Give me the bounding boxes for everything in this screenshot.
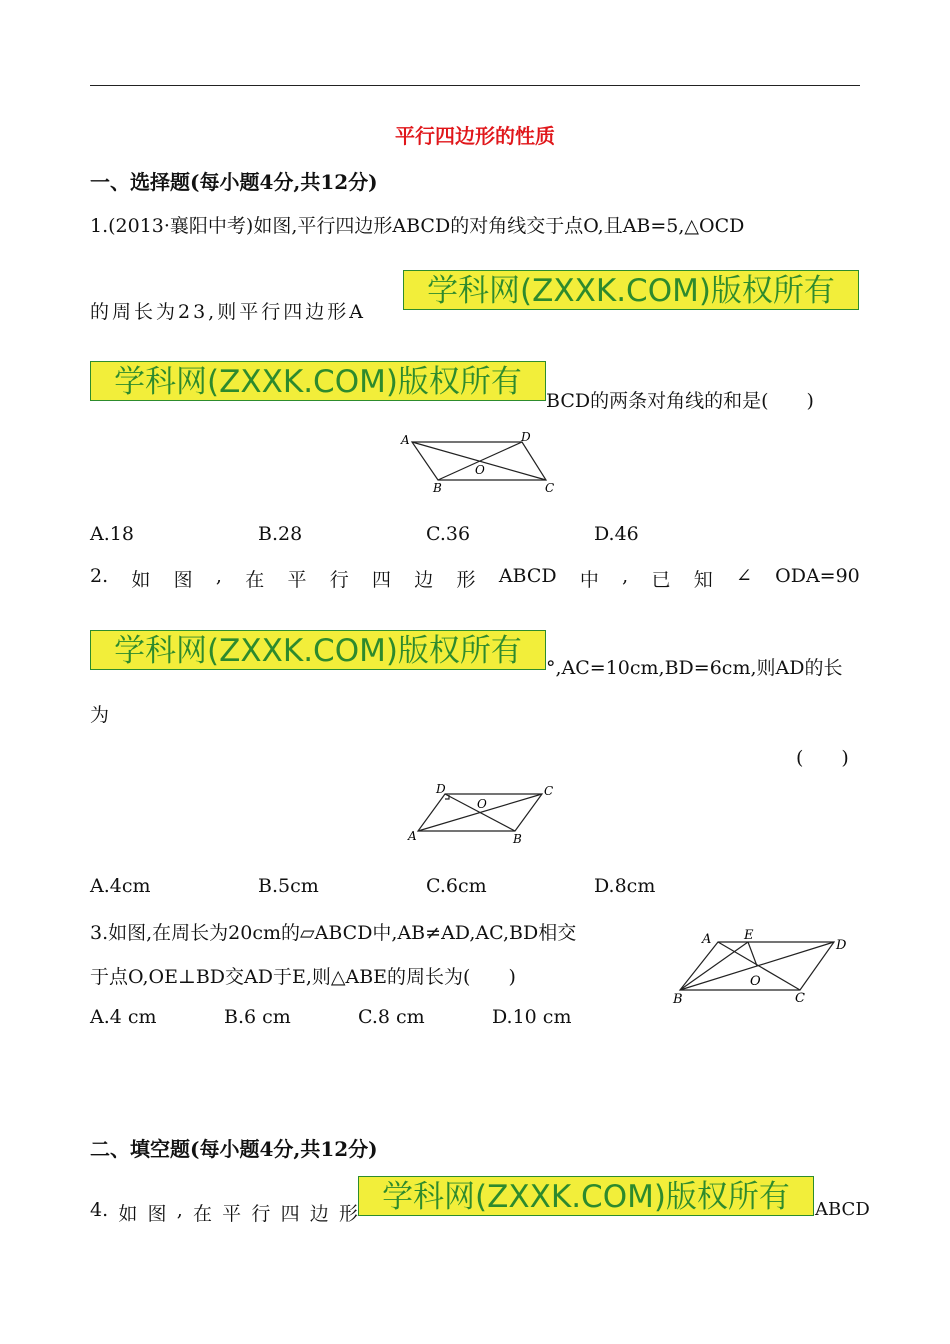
watermark-banner: 学科网(ZXXK.COM)版权所有 [358,1176,814,1216]
q1-option-d: D.46 [594,523,639,545]
section-heading-choice: 一、选择题(每小题4分,共12分) [90,170,378,194]
q2-option-a: A.4cm [90,875,151,897]
label-b: B [673,992,683,1007]
q1-option-c: C.36 [426,523,471,545]
q2-option-b: B.5cm [258,875,319,897]
q2-line2: °,AC=10cm,BD=6cm,则AD的长 [546,657,843,679]
label-a: A [408,829,417,843]
label-b: B [433,481,442,495]
watermark-banner: 学科网(ZXXK.COM)版权所有 [403,270,859,310]
label-d: D [436,782,446,796]
label-c: C [544,784,554,798]
q3-option-d: D.10 cm [492,1006,572,1028]
q3-figure-parallelogram [668,922,858,1012]
q2-line3: 为 [90,704,110,726]
q3-line1: 3.如图,在周长为20cm的▱ABCD中,AB≠AD,AC,BD相交 [90,922,577,944]
label-a: A [401,433,410,447]
label-d: D [836,938,847,953]
q2-line1: 2. 如 图 , 在 平 行 四 边 形 ABCD 中 , 已 知 ∠ ODA=90 [90,565,860,591]
q2-answer-paren: ( ) [796,747,849,769]
segment-be [680,942,748,990]
q1-line3: BCD的两条对角线的和是( ) [546,390,814,412]
q2-option-c: C.6cm [426,875,487,897]
watermark-banner: 学科网(ZXXK.COM)版权所有 [90,630,546,670]
label-o: O [475,463,485,477]
page-title: 平行四边形的性质 [395,124,555,148]
q1-line2: 的周长为23,则平行四边形A [90,301,366,323]
q4-suffix: ABCD [815,1199,870,1220]
label-o: O [750,974,761,989]
section-heading-fill: 二、填空题(每小题4分,共12分) [90,1137,378,1161]
label-c: C [795,991,805,1006]
q1-line1: 1.(2013·襄阳中考)如图,平行四边形ABCD的对角线交于点O,且AB=5,△OCD [90,215,745,237]
label-d: D [521,430,531,444]
q3-option-b: B.6 cm [224,1006,291,1028]
q1-option-a: A.18 [90,523,134,545]
q3-option-a: A.4 cm [90,1006,157,1028]
q3-line2: 于点O,OE⊥BD交AD于E,则△ABE的周长为( ) [90,966,516,988]
label-e: E [744,928,754,943]
watermark-banner: 学科网(ZXXK.COM)版权所有 [90,361,546,401]
q2-figure-parallelogram [400,780,565,848]
q1-option-b: B.28 [258,523,303,545]
label-b: B [513,832,522,846]
q2-option-d: D.8cm [594,875,656,897]
q1-figure-parallelogram [395,428,565,498]
header-rule [90,85,860,86]
label-c: C [545,481,555,495]
q4-line1: 4. 如 图 , 在 平 行 四 边 形 [90,1199,358,1225]
label-o: O [477,797,487,811]
q3-option-c: C.8 cm [358,1006,425,1028]
label-a: A [702,932,712,947]
